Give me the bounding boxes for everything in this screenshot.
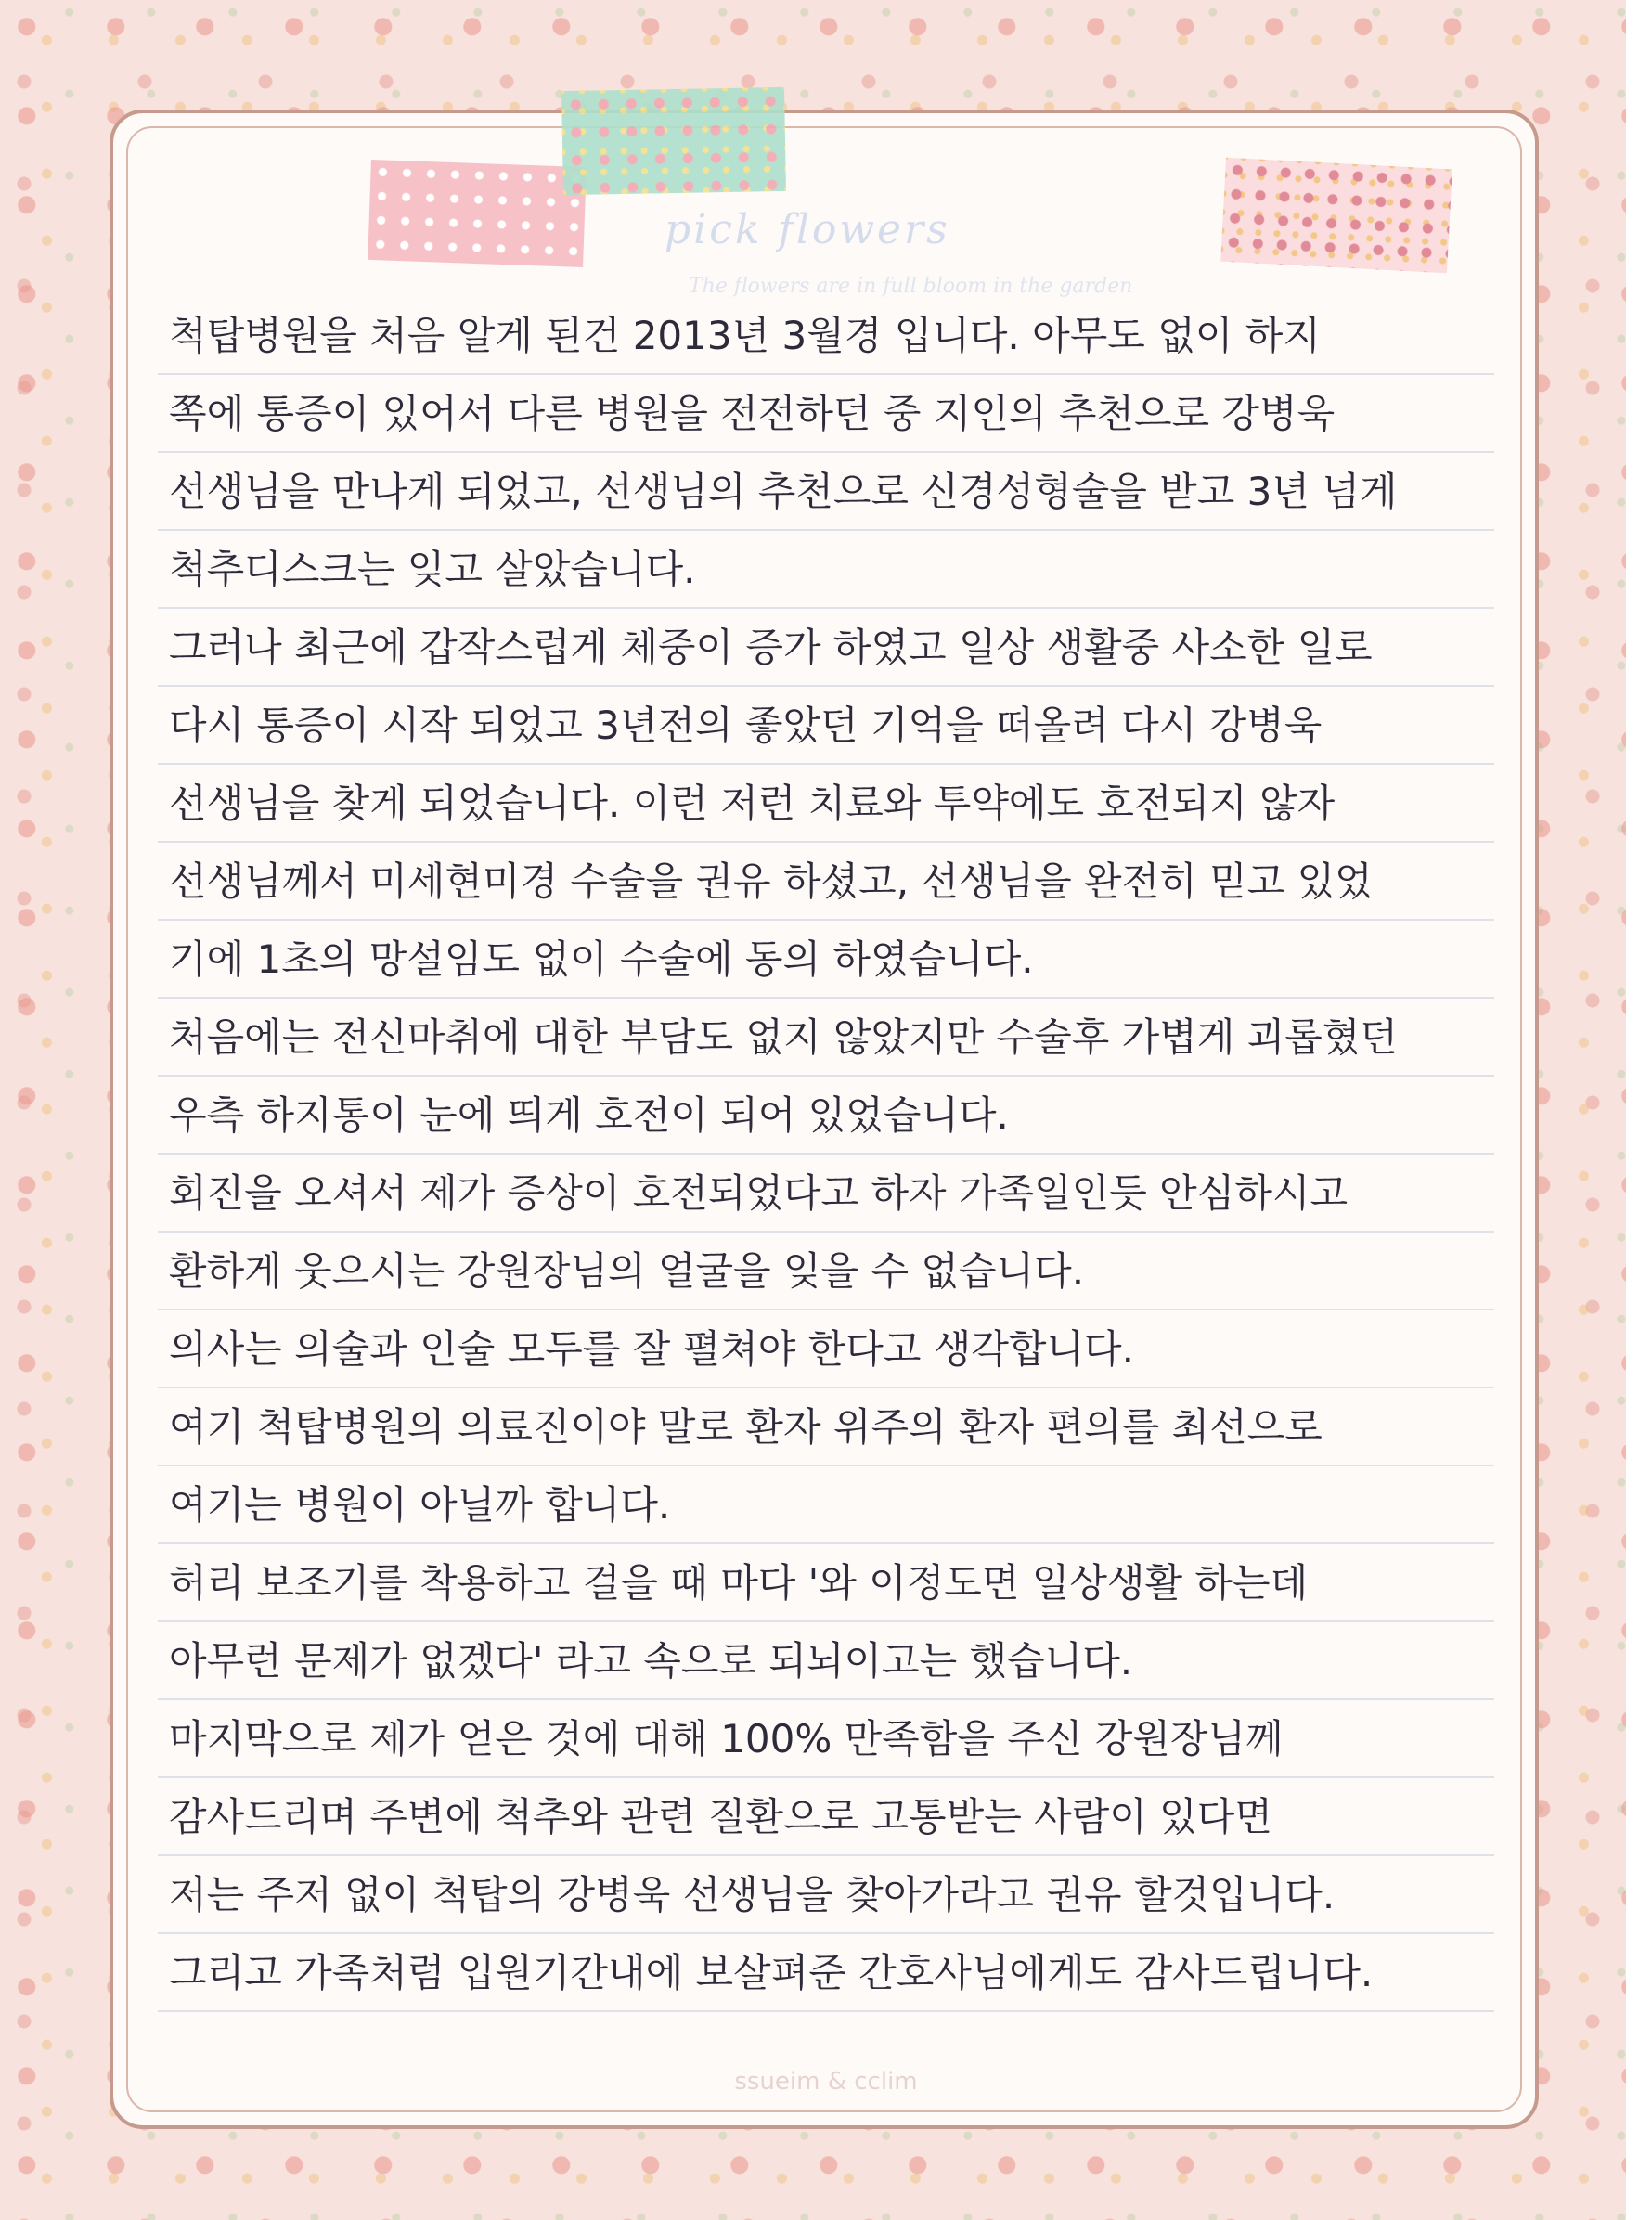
pink-floral-washi-tape xyxy=(1220,158,1452,274)
letter-line: 의사는 의술과 인술 모두를 잘 펼쳐야 한다고 생각합니다. xyxy=(158,1310,1494,1388)
letter-line: 아무런 문제가 없겠다' 라고 속으로 되뇌이고는 했습니다. xyxy=(158,1622,1494,1700)
letter-line: 그리고 가족처럼 입원기간내에 보살펴준 간호사님에게도 감사드립니다. xyxy=(158,1934,1494,2012)
letter-line: 우측 하지통이 눈에 띄게 호전이 되어 있었습니다. xyxy=(158,1077,1494,1155)
letter-line: 감사드리며 주변에 척추와 관련 질환으로 고통받는 사람이 있다면 xyxy=(158,1778,1494,1856)
letter-line: 척추디스크는 잊고 살았습니다. xyxy=(158,531,1494,609)
letter-line: 여기는 병원이 아닐까 합니다. xyxy=(158,1466,1494,1544)
pink-dot-washi-tape xyxy=(368,160,587,267)
letter-line: 회진을 오셔서 제가 증상이 호전되었다고 하자 가족일인듯 안심하시고 xyxy=(158,1155,1494,1233)
stationery-brand-title: pick flowers xyxy=(665,206,950,253)
letter-line: 여기 척탑병원의 의료진이야 말로 환자 위주의 환자 편의를 최선으로 xyxy=(158,1388,1494,1466)
green-floral-washi-tape xyxy=(561,87,786,195)
letter-line: 쪽에 통증이 있어서 다른 병원을 전전하던 중 지인의 추천으로 강병욱 xyxy=(158,375,1494,453)
letter-line: 기에 1초의 망설임도 없이 수술에 동의 하였습니다. xyxy=(158,921,1494,999)
letter-line: 선생님을 만나게 되었고, 선생님의 추천으로 신경성형술을 받고 3년 넘게 xyxy=(158,453,1494,531)
letter-line: 환하게 웃으시는 강원장님의 얼굴을 잊을 수 없습니다. xyxy=(158,1233,1494,1310)
letter-line: 척탑병원을 처음 알게 된건 2013년 3월경 입니다. 아무도 없이 하지 xyxy=(158,297,1494,375)
letter-line: 허리 보조기를 착용하고 걸을 때 마다 '와 이정도면 일상생활 하는데 xyxy=(158,1544,1494,1622)
letter-line: 선생님을 찾게 되었습니다. 이런 저런 치료와 투약에도 호전되지 않자 xyxy=(158,765,1494,843)
letter-line: 저는 주저 없이 척탑의 강병욱 선생님을 찾아가라고 권유 할것입니다. xyxy=(158,1856,1494,1934)
letter-body xyxy=(158,297,1494,2012)
letter-line: 선생님께서 미세현미경 수술을 권유 하셨고, 선생님을 완전히 믿고 있었 xyxy=(158,843,1494,921)
letter-line: 다시 통증이 시작 되었고 3년전의 좋았던 기억을 떠올려 다시 강병욱 xyxy=(158,687,1494,765)
letter-line: 그러나 최근에 갑작스럽게 체중이 증가 하였고 일상 생활중 사소한 일로 xyxy=(158,609,1494,687)
scan-edge xyxy=(1626,0,1652,2220)
letter-line: 마지막으로 제가 얻은 것에 대해 100% 만족함을 주신 강원장님께 xyxy=(158,1700,1494,1778)
stationery-footer-brand: ssueim & cclim xyxy=(734,2068,918,2096)
stationery-brand-subtitle: The flowers are in full bloom in the garden xyxy=(689,275,1133,298)
letter-line: 처음에는 전신마취에 대한 부담도 없지 않았지만 수술후 가볍게 괴롭혔던 xyxy=(158,999,1494,1077)
